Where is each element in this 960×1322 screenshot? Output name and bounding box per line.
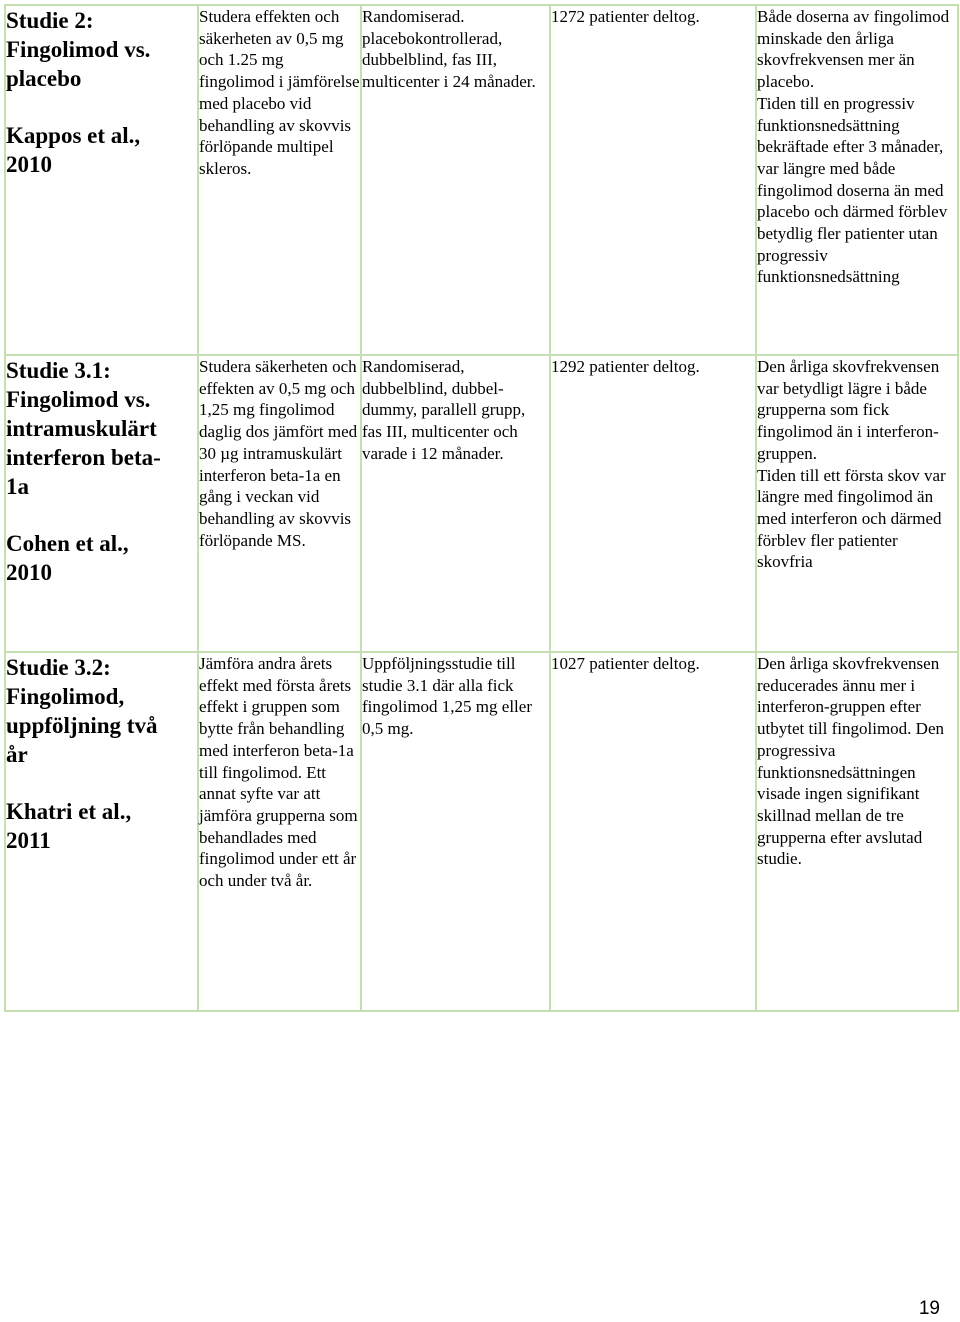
study-authors: Khatri et al., 2011 (6, 799, 132, 853)
aim-cell (198, 5, 361, 355)
participants-cell (550, 5, 756, 355)
design-cell (361, 355, 550, 652)
participants-text: 1292 patienter deltog. (551, 357, 700, 376)
design-text: Uppföljningsstudie till studie 3.1 där alla fick fingolimod 1,25 mg eller 0,5 mg. (362, 654, 532, 739)
participants-text: 1272 patienter deltog. (551, 7, 700, 26)
study-title: Studie 3.1: Fingolimod vs. intramuskulärt interferon beta- 1a (6, 358, 161, 499)
study-title: Studie 3.2: Fingolimod, uppföljning två år (6, 655, 158, 767)
participants-text: 1027 patienter deltog. (551, 654, 700, 673)
results-paragraph: Tiden till en progressiv funktionsnedsättning bekräftade efter 3 månader, var längre med både fingolimod doserna än med placebo och därmed förblev betydlig fler patienter utan progressiv funktionsnedsättning (757, 93, 948, 287)
design-cell (361, 652, 550, 1011)
page-number: 19 (918, 1298, 940, 1319)
table-row-study-3-1 (5, 355, 958, 652)
design-text: Randomiserad, dubbelblind, dubbel-dummy, parallell grupp, fas III, multicenter och varade i 12 månader. (362, 357, 526, 463)
study-authors: Cohen et al., 2010 (6, 531, 129, 585)
design-cell (361, 5, 550, 355)
results-paragraph: Den årliga skovfrekvensen reducerades ännu mer i interferon-gruppen efter utbytet till fingolimod. Den progressiva funktionsnedsättningen visade ingen signifikant skillnad mellan de tre grupperna efter avslutad studie. (757, 654, 944, 869)
results-cell (756, 355, 958, 652)
table-row-study-3-2 (5, 652, 958, 1011)
aim-text: Studera effekten och säkerheten av 0,5 mg och 1.25 mg fingolimod i jämförelse med placebo vid behandling av skovvis förlöpande multipel skleros. (199, 7, 360, 178)
participants-cell (550, 355, 756, 652)
aim-text: Jämföra andra årets effekt med första årets effekt i gruppen som bytte från behandling med interferon beta-1a till fingolimod. Ett annat syfte var att jämföra grupperna som behandlades med fingolimod under ett år och under två år. (199, 654, 358, 891)
study-cell (5, 355, 198, 652)
aim-text: Studera säkerheten och effekten av 0,5 mg och 1,25 mg fingolimod daglig dos jämfört med 30 µg intramuskulärt interferon beta-1a en gång i veckan vid behandling av skovvis förlöpande MS. (199, 357, 358, 550)
participants-cell (550, 652, 756, 1011)
study-table (4, 4, 959, 1012)
results-paragraph: Både doserna av fingolimod minskade den årliga skovfrekvensen mer än placebo. (757, 7, 950, 92)
results-paragraph: Den årliga skovfrekvensen var betydligt lägre i både grupperna som fick fingolimod än i interferon-gruppen. (757, 357, 940, 463)
results-paragraph: Tiden till ett första skov var längre med fingolimod än med interferon och därmed förblev fler patienter skovfria (757, 465, 946, 572)
results-cell (756, 652, 958, 1011)
study-cell (5, 652, 198, 1011)
table-row-study-2 (5, 5, 958, 355)
results-cell (756, 5, 958, 355)
study-cell (5, 5, 198, 355)
aim-cell (198, 355, 361, 652)
design-text: Randomiserad. placebokontrollerad, dubbelblind, fas III, multicenter i 24 månader. (362, 7, 536, 92)
study-authors: Kappos et al., 2010 (6, 123, 141, 177)
aim-cell (198, 652, 361, 1011)
study-title: Studie 2: Fingolimod vs. placebo (6, 8, 151, 91)
